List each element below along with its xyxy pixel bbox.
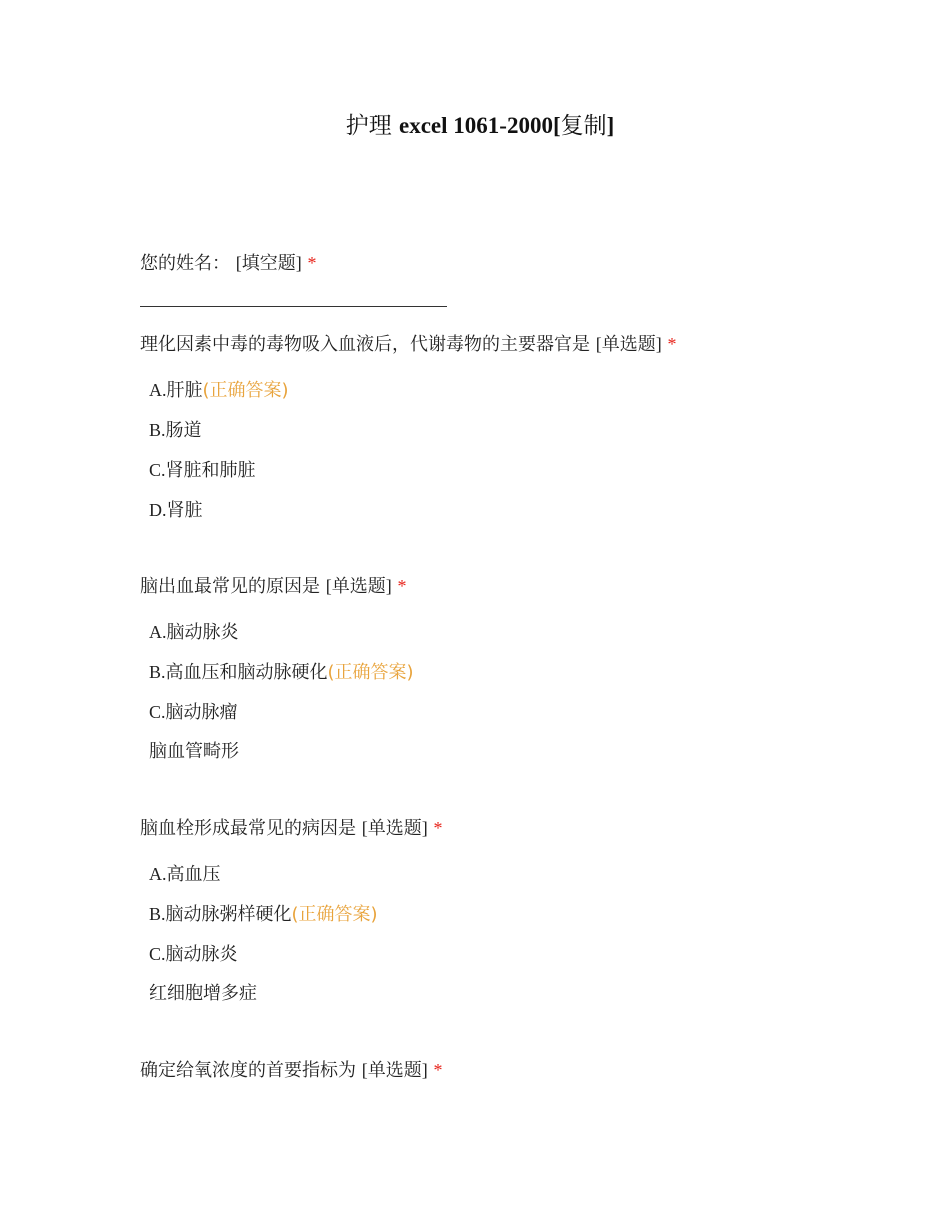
option-text: 脑动脉瘤 <box>165 702 238 723</box>
option-2-d[interactable] <box>149 739 239 765</box>
option-text: 肾脏 <box>166 500 203 521</box>
option-text: 高血压 <box>166 864 221 885</box>
question-type: [单选题] <box>361 1060 428 1080</box>
option-letter: A. <box>149 380 167 400</box>
question-4 <box>140 1057 442 1084</box>
option-letter: B. <box>149 420 166 440</box>
option-text: 脑动脉粥样硬化 <box>165 904 292 925</box>
question-text: 脑血栓形成最常见的病因是 <box>140 818 362 839</box>
question-type: [单选题] <box>595 334 662 354</box>
question-1 <box>140 331 676 358</box>
question-type: [单选题] <box>361 818 428 838</box>
name-answer-line[interactable] <box>140 306 447 307</box>
question-text: 理化因素中毒的毒物吸入血液后，代谢毒物的主要器官是 <box>140 334 596 355</box>
option-2-c[interactable] <box>149 699 238 726</box>
title-copy: 复制 <box>560 113 607 139</box>
question-text: 确定给氧浓度的首要指标为 <box>140 1060 362 1081</box>
option-3-c[interactable] <box>149 941 238 968</box>
option-1-a[interactable] <box>149 377 289 404</box>
question-2 <box>140 573 406 600</box>
question-text: 脑出血最常见的原因是 <box>140 576 326 597</box>
option-2-a[interactable] <box>149 619 239 646</box>
option-3-a[interactable] <box>149 861 221 888</box>
option-letter: B. <box>149 662 166 682</box>
required-mark: * <box>433 1060 443 1080</box>
option-text: 红细胞增多症 <box>149 983 257 1004</box>
option-letter: C. <box>149 702 166 722</box>
option-3-d[interactable] <box>149 981 257 1007</box>
option-1-c[interactable] <box>149 457 256 484</box>
option-2-b[interactable] <box>149 659 414 686</box>
question-type: [单选题] <box>325 576 392 596</box>
option-1-b[interactable] <box>149 417 202 444</box>
required-mark: * <box>307 253 317 273</box>
required-mark: * <box>397 576 407 596</box>
option-letter: D. <box>149 500 167 520</box>
option-3-b[interactable] <box>149 901 378 928</box>
question-3 <box>140 815 442 842</box>
question-type: [填空题] <box>235 253 302 273</box>
required-mark: * <box>433 818 443 838</box>
title-prefix: 护理 <box>345 113 400 139</box>
question-text: 您的姓名： <box>140 253 230 274</box>
option-text: 高血压和脑动脉硬化 <box>165 662 328 683</box>
option-text: 肾脏和肺脏 <box>165 460 256 481</box>
option-letter: A. <box>149 864 167 884</box>
correct-answer-label: (正确答案) <box>327 662 414 683</box>
correct-answer-label: (正确答案) <box>202 380 289 401</box>
required-mark: * <box>667 334 677 354</box>
option-letter: C. <box>149 460 166 480</box>
option-1-d[interactable] <box>149 497 203 524</box>
title-suffix: ] <box>606 113 615 138</box>
option-text: 脑动脉炎 <box>165 944 238 965</box>
option-letter: B. <box>149 904 166 924</box>
option-text: 肠道 <box>165 420 202 441</box>
option-text: 脑动脉炎 <box>166 622 239 643</box>
correct-answer-label: (正确答案) <box>291 904 378 925</box>
page-title <box>0 110 950 142</box>
option-letter: A. <box>149 622 167 642</box>
option-letter: C. <box>149 944 166 964</box>
title-latin: excel 1061-2000[ <box>399 113 561 138</box>
question-name <box>140 250 316 277</box>
option-text: 脑血管畸形 <box>149 741 239 762</box>
option-text: 肝脏 <box>166 380 203 401</box>
